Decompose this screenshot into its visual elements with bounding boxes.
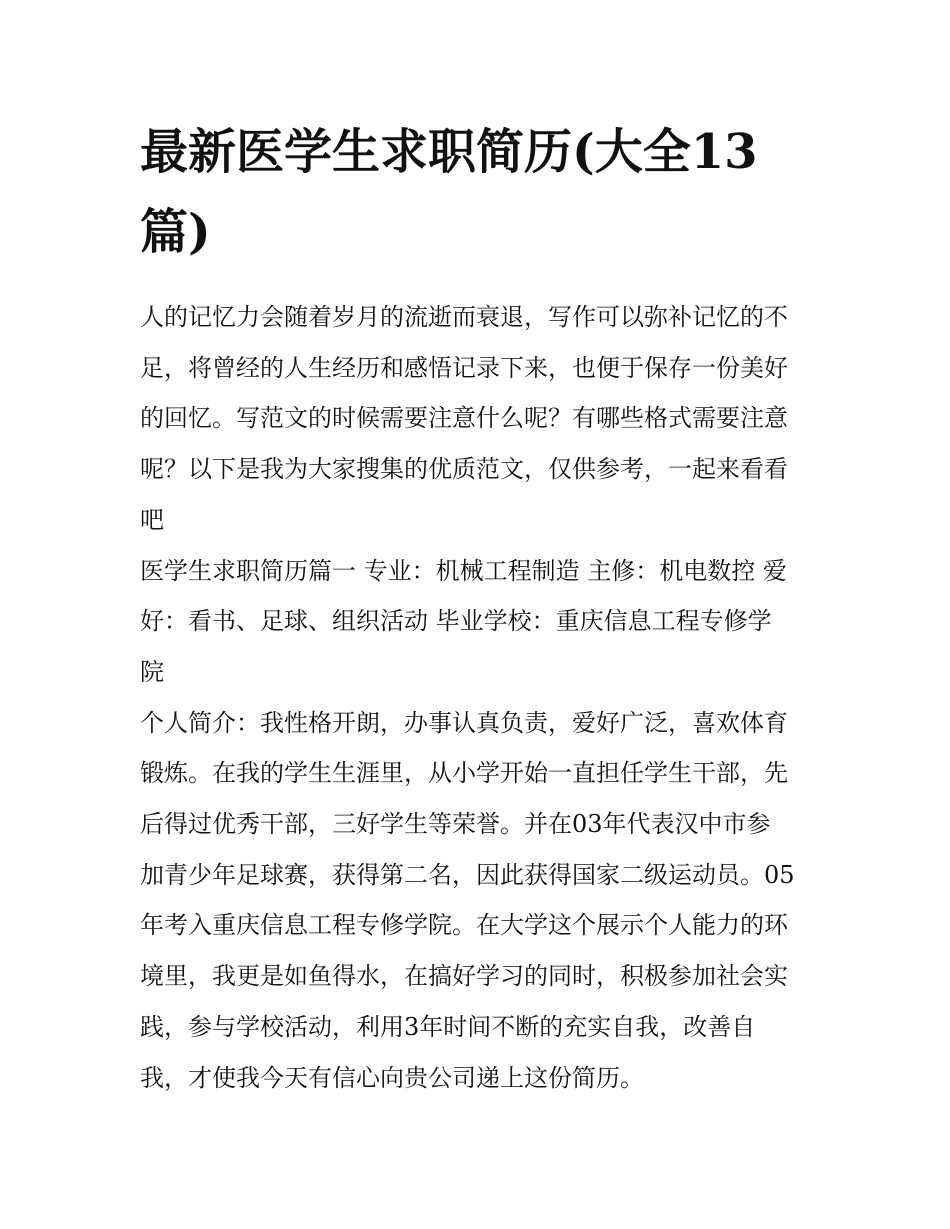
text-line: 践，参与学校活动，利用3年时间不断的充实自我，改善自	[140, 1012, 756, 1041]
text-line: 加青少年足球赛，获得第二名，因此获得国家二级运动员。05	[140, 860, 795, 889]
text-line: 个人简介：我性格开朗，办事认真负责，爱好广泛，喜欢体育	[140, 708, 788, 737]
text-line: 锻炼。在我的学生生涯里，从小学开始一直担任学生干部，先	[140, 759, 788, 788]
text-line: 年考入重庆信息工程专修学院。在大学这个展示个人能力的环	[140, 911, 788, 940]
intro-paragraph	[140, 292, 812, 546]
text-line: 境里，我更是如鱼得水，在搞好学习的同时，积极参加社会实	[140, 962, 788, 991]
text-line: 医学生求职简历篇一 专业：机械工程制造 主修：机电数控 爱	[140, 556, 787, 585]
text-line: 院	[140, 657, 164, 686]
personal-intro-paragraph	[140, 698, 812, 1104]
text-line: 足，将曾经的人生经历和感悟记录下来，也便于保存一份美好	[140, 353, 788, 382]
text-line: 人的记忆力会随着岁月的流逝而衰退，写作可以弥补记忆的不	[140, 303, 788, 331]
text-line: 吧	[140, 505, 164, 534]
text-line: 后得过优秀干部，三好学生等荣誉。并在03年代表汉中市参	[140, 810, 771, 839]
title-line-1: 最新医学生求职简历(大全13	[140, 124, 758, 180]
text-line: 好：看书、足球、组织活动 毕业学校：重庆信息工程专修学	[140, 607, 772, 636]
text-line: 呢？以下是我为大家搜集的优质范文，仅供参考，一起来看看	[140, 455, 788, 484]
title-line-2: 篇)	[140, 204, 211, 260]
document-page	[140, 112, 812, 1103]
document-body	[140, 292, 812, 1103]
text-line: 我，才使我今天有信心向贵公司递上这份简历。	[140, 1063, 644, 1092]
resume-basics-paragraph	[140, 546, 812, 698]
document-title	[140, 112, 812, 272]
text-line: 的回忆。写范文的时候需要注意什么呢？有哪些格式需要注意	[140, 404, 788, 433]
